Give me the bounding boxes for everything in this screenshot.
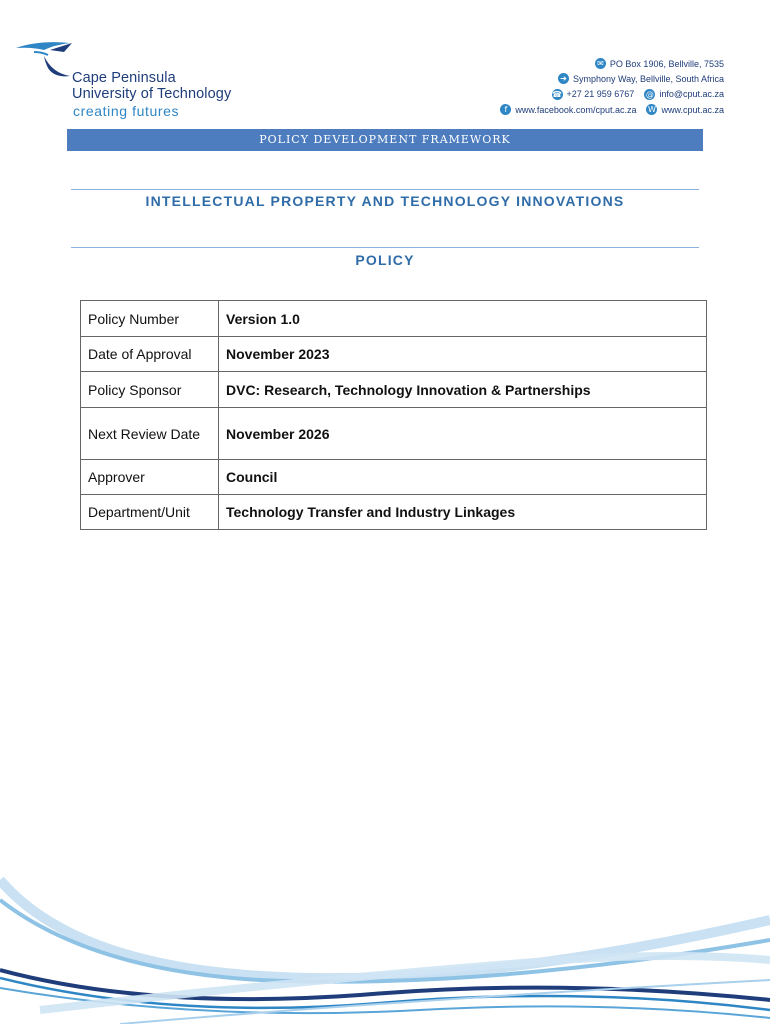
table-row [81,372,707,408]
row-label: Next Review Date [81,408,219,460]
row-label: Policy Sponsor [81,372,219,408]
contact-row [424,71,724,86]
table-row [81,495,707,530]
logo-line-2: University of Technology [72,86,232,102]
document-subtitle: POLICY [355,252,415,268]
facebook-link-text[interactable]: www.facebook.com/cput.ac.za [515,104,637,115]
street-address-text: Symphony Way, Bellville, South Africa [572,73,724,84]
logo-line-1: Cape Peninsula [72,70,176,86]
phone-number-text: +27 21 959 6767 [566,89,635,100]
web-icon: W [648,105,656,115]
postal-address [595,58,724,69]
facebook-icon: f [500,104,511,115]
table-row [81,301,707,337]
row-label: Policy Number [81,301,219,337]
postal-address-text: PO Box 1906, Bellville, 7535 [609,58,724,69]
title-rule [71,189,699,190]
facebook-link[interactable] [500,104,636,115]
website-link-text[interactable]: www.cput.ac.za [661,104,724,115]
row-value: Technology Transfer and Industry Linkages [219,495,707,530]
mail-icon: ✉ [595,58,606,69]
cput-logo [14,38,254,122]
row-value: Council [219,460,707,495]
phone-icon: ☎ [552,89,562,99]
cput-logo-mark-icon [14,38,78,122]
website-link[interactable] [646,104,724,115]
contact-row [424,87,724,102]
street-address [558,73,724,84]
row-value: DVC: Research, Technology Innovation & Partnerships [219,372,707,408]
email-address[interactable] [644,89,724,100]
contact-row [424,56,724,71]
subtitle-rule [71,247,699,248]
decorative-waves [0,860,770,1024]
document-title: INTELLECTUAL PROPERTY AND TECHNOLOGY INNOVATIONS [145,193,625,209]
arrow-icon: ➜ [558,73,569,84]
row-label: Approver [81,460,219,495]
contact-details [424,56,724,118]
table-row [81,408,707,460]
row-value: November 2023 [219,337,707,372]
framework-banner: POLICY DEVELOPMENT FRAMEWORK [67,129,703,151]
contact-row [424,102,724,117]
phone-number [552,89,635,100]
email-address-text[interactable]: info@cput.ac.za [659,89,724,100]
row-label: Date of Approval [81,337,219,372]
row-label: Department/Unit [81,495,219,530]
email-at-icon: @ [645,89,654,99]
table-row [81,337,707,372]
row-value: November 2026 [219,408,707,460]
table-row [81,460,707,495]
policy-info-table [80,300,707,530]
logo-tagline: creating futures [73,103,180,119]
row-value: Version 1.0 [219,301,707,337]
